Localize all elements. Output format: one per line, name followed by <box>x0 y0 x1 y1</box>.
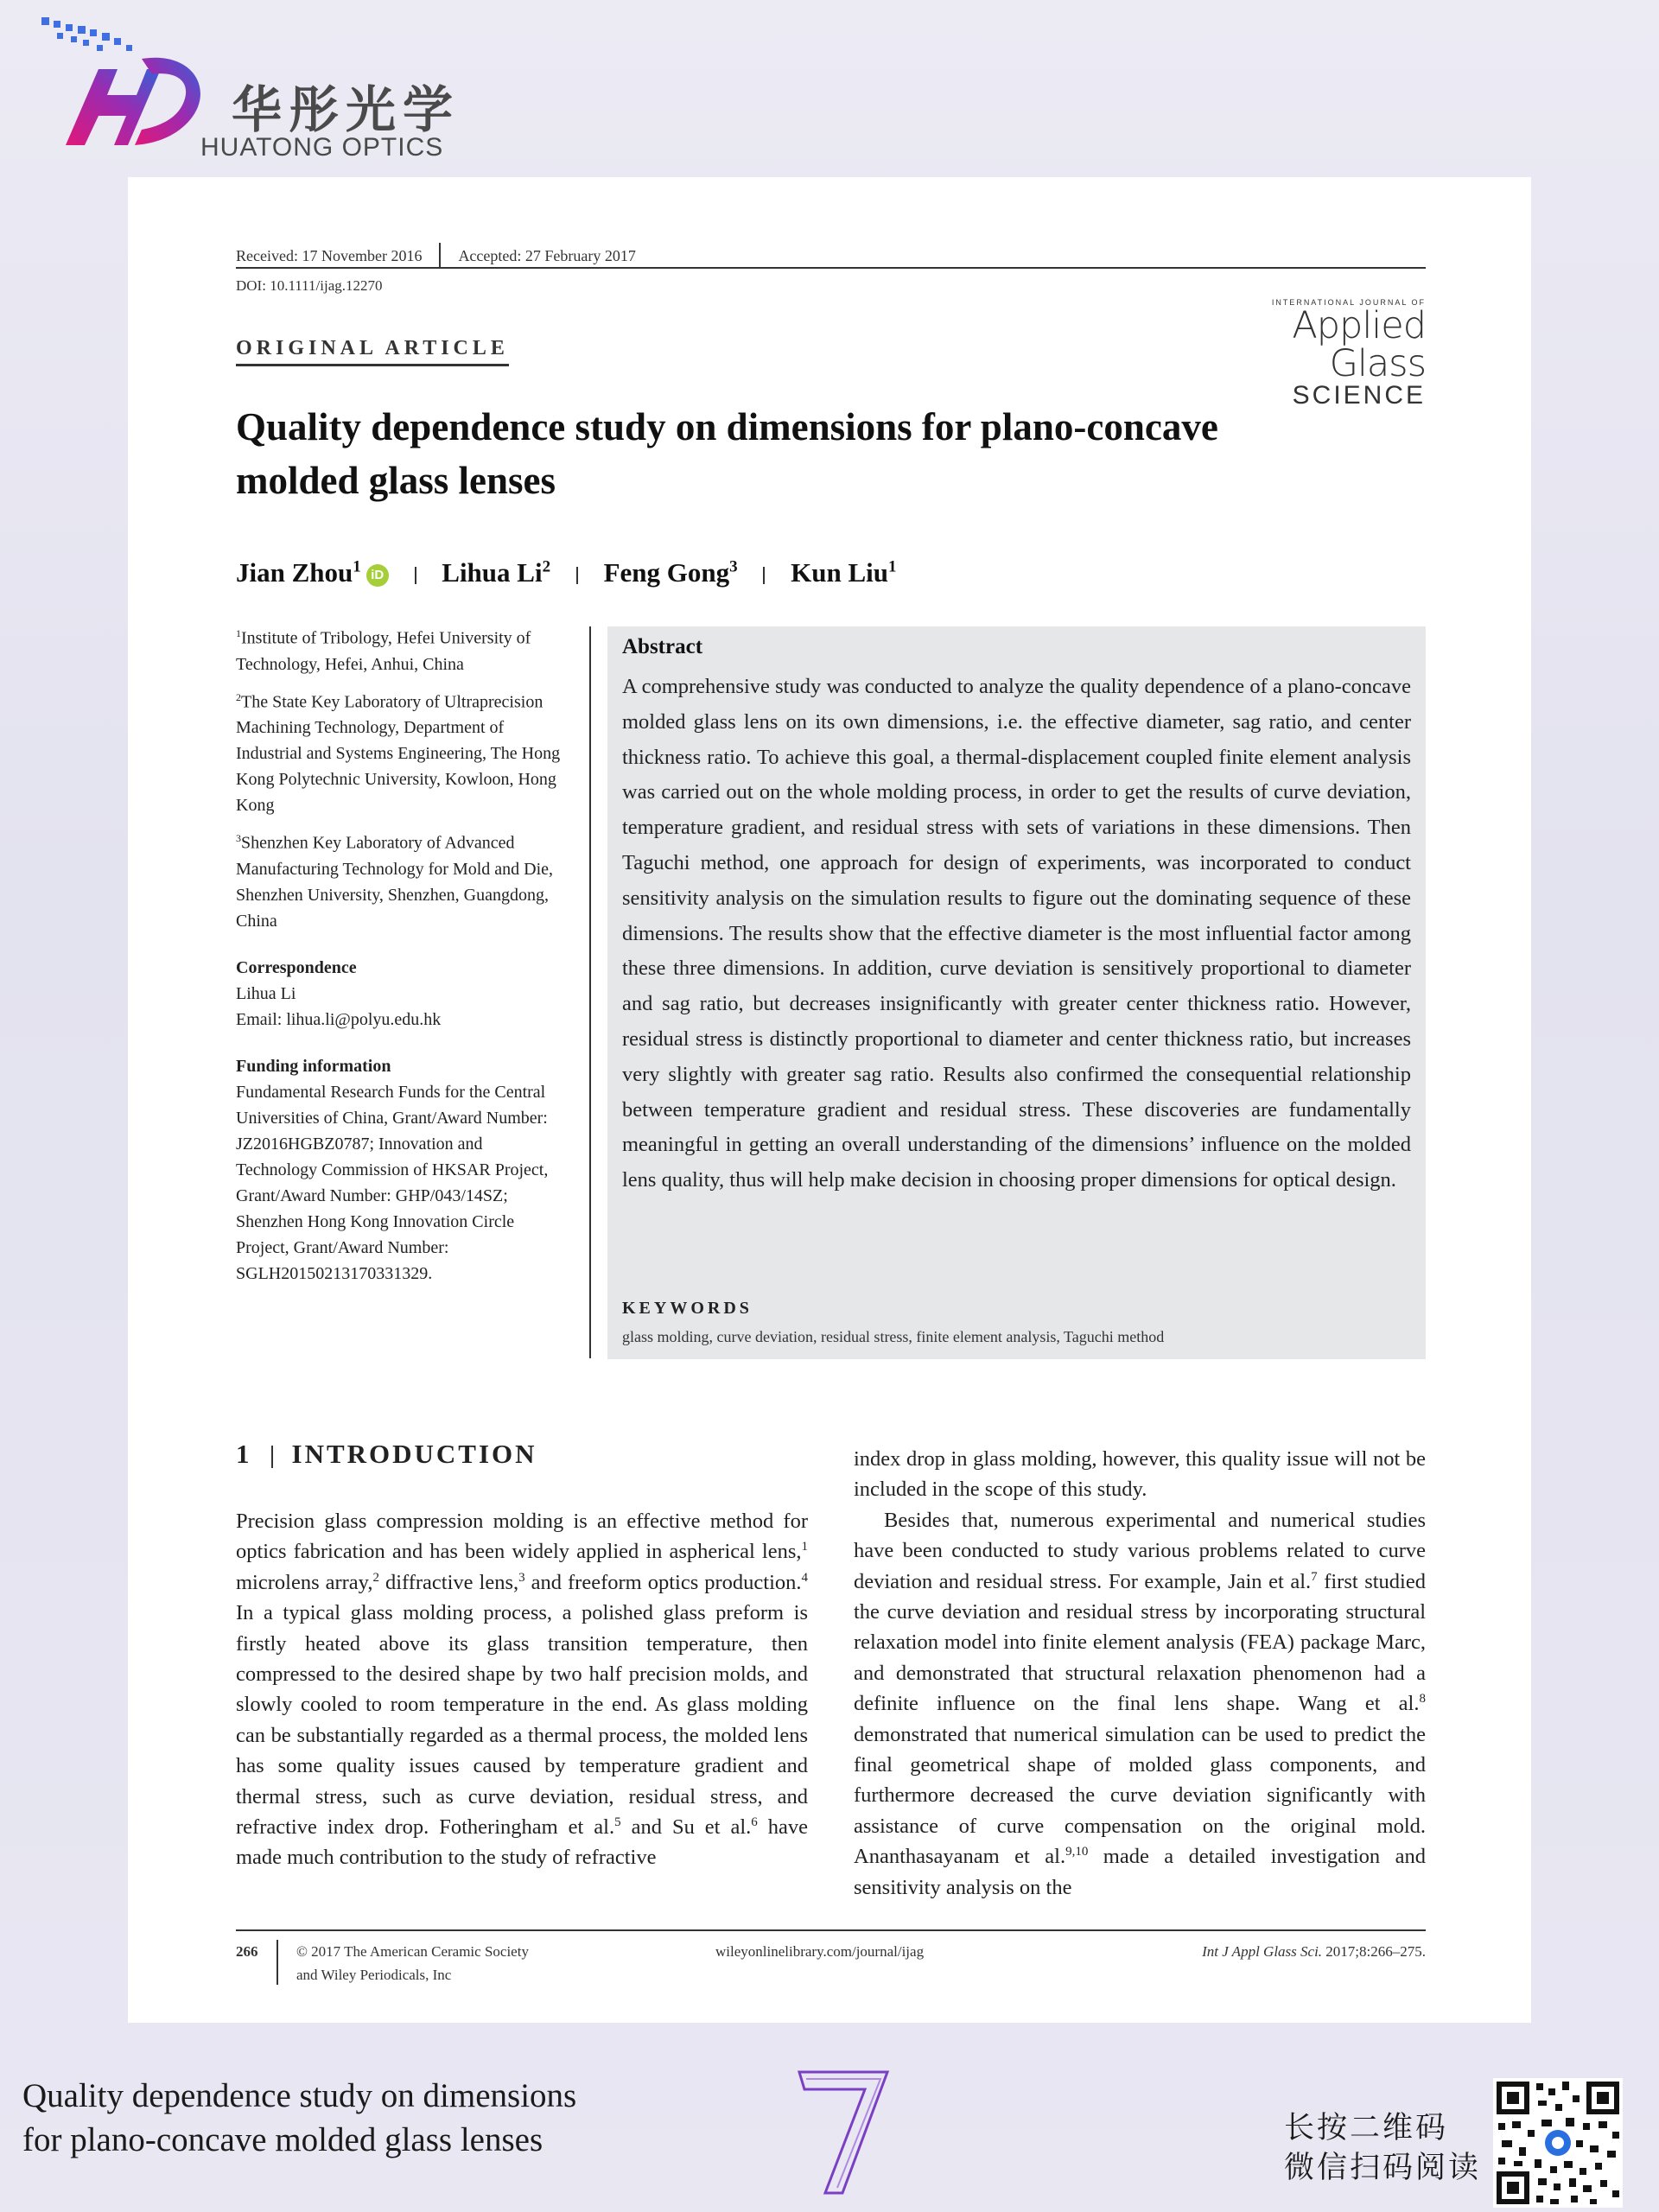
journal-line1: INTERNATIONAL JOURNAL OF <box>1271 298 1426 307</box>
footer-divider <box>276 1940 278 1985</box>
footer-rule <box>236 1929 1426 1931</box>
sidebar-info <box>236 620 564 1287</box>
brand-name-en: HUATONG OPTICS <box>200 133 444 162</box>
paragraph: index drop in glass molding, however, this quality issue will not be included in the scope of this study. <box>854 1447 1426 1502</box>
huatong-logo-icon <box>31 16 221 162</box>
keywords-text: glass molding, curve deviation, residual stress, finite element analysis, Taguchi method <box>622 1328 1165 1345</box>
abstract-text: A comprehensive study was conducted to analyze the quality dependence of a plano-concave molded glass lens on its own dimensions, i.e. the effective diameter, sag ratio, and center thickness ratio. To achieve this goal, a thermal-displacement coupled finite element analysis was carried out on the whole molding process, in order to get the results of curve deviation, temperature gradient, and residual stress with sets of variations in these dimensions. Then Taguchi method, one approach for design of experiments, was incorporated to conduct sensitivity analysis on the simulation results to figure out the dominating sequence of these dimensions. The results show that the effective diameter is the most influential factor among these three dimensions. In addition, curve deviation is sensitively proportional to diameter and sag ratio, but decreases insignificantly with greater center thickness ratio. However, residual stress is distinctly proportional to diameter and center thickness ratio, but increases very slightly with greater sag ratio. Results also confirmed the consequential relationship between temperature gradient and residual stress. These discoveries are fundamentally meaningful in getting an overall understanding of the dimensions’ influence on the molded lens quality, thus will help make decision in choosing proper dimensions for optical design. <box>622 675 1411 1192</box>
affiliation: $^3$Shenzhen Key Laboratory of Advanced Manufacturing Technology for Mold and Die, Shenzhen University, Shenzhen, Guangdong, China <box>236 832 554 931</box>
affiliation: $^1$Institute of Tribology, Hefei University of Technology, Hefei, Anhui, China <box>236 627 531 674</box>
author-name: Jian Zhou <box>236 557 353 588</box>
qr-hint <box>1284 2108 1481 2188</box>
author-affil: 1 <box>353 557 361 576</box>
funding-text: Fundamental Research Funds for the Central Universities of China, Grant/Award Number: JZ2016HGBZ0787; Innovation and Technology Commission of HKSAR Project, Grant/Award Number: GHP/043/14SZ; Shenzhen Hong Kong Innovation Circle Project, Grant/Award Number: SGLH20150213170331329. <box>236 1082 549 1283</box>
journal-line3: SCIENCE <box>1292 381 1426 410</box>
author-name: Kun Liu <box>791 557 888 588</box>
sidebar-divider <box>589 626 591 1358</box>
hint-line1: 长按二维码 <box>1284 2111 1449 2145</box>
correspondence-email[interactable]: Email: lihua.li@polyu.edu.hk <box>236 1009 442 1029</box>
author-affil: 3 <box>729 557 738 576</box>
accepted-date: Accepted: 27 February 2017 <box>458 247 636 265</box>
abstract-heading: Abstract <box>622 635 703 658</box>
copyright: © 2017 The American Ceramic Society and Wiley Periodicals, Inc <box>296 1943 529 1983</box>
qr-code[interactable] <box>1493 2078 1623 2208</box>
article-type: ORIGINAL ARTICLE <box>236 337 509 366</box>
page-caption <box>22 2074 576 2162</box>
header-rule <box>236 267 1426 269</box>
body-column-right <box>854 1444 1426 1903</box>
paragraph: Besides that, numerous experimental and numerical studies have been conducted to study various problems related to curve deviation and residual stress. For example, Jain et al.$^7$ first studied the curve deviation and residual stress by incorporating structural relaxation model into finite element analysis (FEA) package Marc, and demonstrated that structural relaxation phenomenon had a definite influence on the final lens shape. Wang et al.$^8$ demonstrated that numerical simulation can be used to predict the final geometrical shape of molded glass components, and furthermore decreased the curve deviation significantly with assistance of curve compensation on the original mold. Ananthasayanam et al.$^{9,10}$ made a detailed investigation and sensitivity analysis on the <box>854 1508 1426 1899</box>
journal-url[interactable]: wileyonlinelibrary.com/journal/ijag <box>715 1943 925 1960</box>
section-number: 1 <box>236 1439 252 1469</box>
brand-logo <box>31 16 480 162</box>
correspondence-heading: Correspondence <box>236 957 357 977</box>
title-line1: Quality dependence study on dimensions for plano-concave <box>236 405 1218 448</box>
author-list <box>236 557 897 588</box>
hint-line2: 微信扫码阅读 <box>1284 2151 1482 2185</box>
received-date: Received: 17 November 2016 <box>236 247 423 265</box>
orcid-icon[interactable]: iD <box>366 564 389 587</box>
doi: DOI: 10.1111/ijag.12270 <box>236 277 383 294</box>
seven-numeral-icon <box>791 2055 894 2202</box>
section-heading <box>236 1439 537 1470</box>
author-affil: 1 <box>888 557 897 576</box>
caption-line2: for plano-concave molded glass lenses <box>22 2121 543 2158</box>
page-number: 266 <box>236 1943 258 1960</box>
funding-heading: Funding information <box>236 1056 391 1076</box>
affiliation: $^2$The State Key Laboratory of Ultraprecision Machining Technology, Department of Industrial and Systems Engineering, The Hong Kong Polytechnic University, Kowloon, Hong Kong <box>236 690 561 816</box>
title-line2: molded glass lenses <box>236 459 556 502</box>
author-name: Lihua Li <box>442 557 543 588</box>
paper-page <box>128 177 1531 2023</box>
paper-title <box>236 400 1376 507</box>
abstract-box <box>607 626 1426 1359</box>
body-column-left: Precision glass compression molding is an effective method for optics fabrication and has been widely applied in aspherical lens,$^1$ microlens array,$^2$ diffractive lens,$^3$ and freeform optics production.$^4$ In a typical glass molding process, a polished glass preform is firstly heated above its glass transition temperature, then compressed to the desired shape by two half precision molds, and slowly cooled to room temperature in the end. As glass molding can be substantially regarded as a thermal process, the molded lens has some quality issues caused by temperature gradient and thermal stress, such as curve deviation, residual stress, and refractive index drop. Fotheringham et al.$^5$ and Su et al.$^6$ have made much contribution to the study of refractive <box>236 1510 808 1870</box>
journal-logo <box>1191 298 1426 409</box>
journal-line2: Applied Glass <box>1292 304 1426 385</box>
qr-code-icon <box>1493 2078 1623 2208</box>
correspondence-name: Lihua Li <box>236 983 296 1003</box>
author-name: Feng Gong <box>603 557 730 588</box>
author-affil: 2 <box>542 557 551 576</box>
section-title: INTRODUCTION <box>291 1439 537 1469</box>
keywords-heading: KEYWORDS <box>622 1299 753 1318</box>
brand-name-cn: 华彤光学 <box>232 80 461 139</box>
citation: Int J Appl Glass Sci. 2017;8:266–275. <box>1202 1943 1426 1960</box>
caption-line1: Quality dependence study on dimensions <box>22 2077 577 2114</box>
